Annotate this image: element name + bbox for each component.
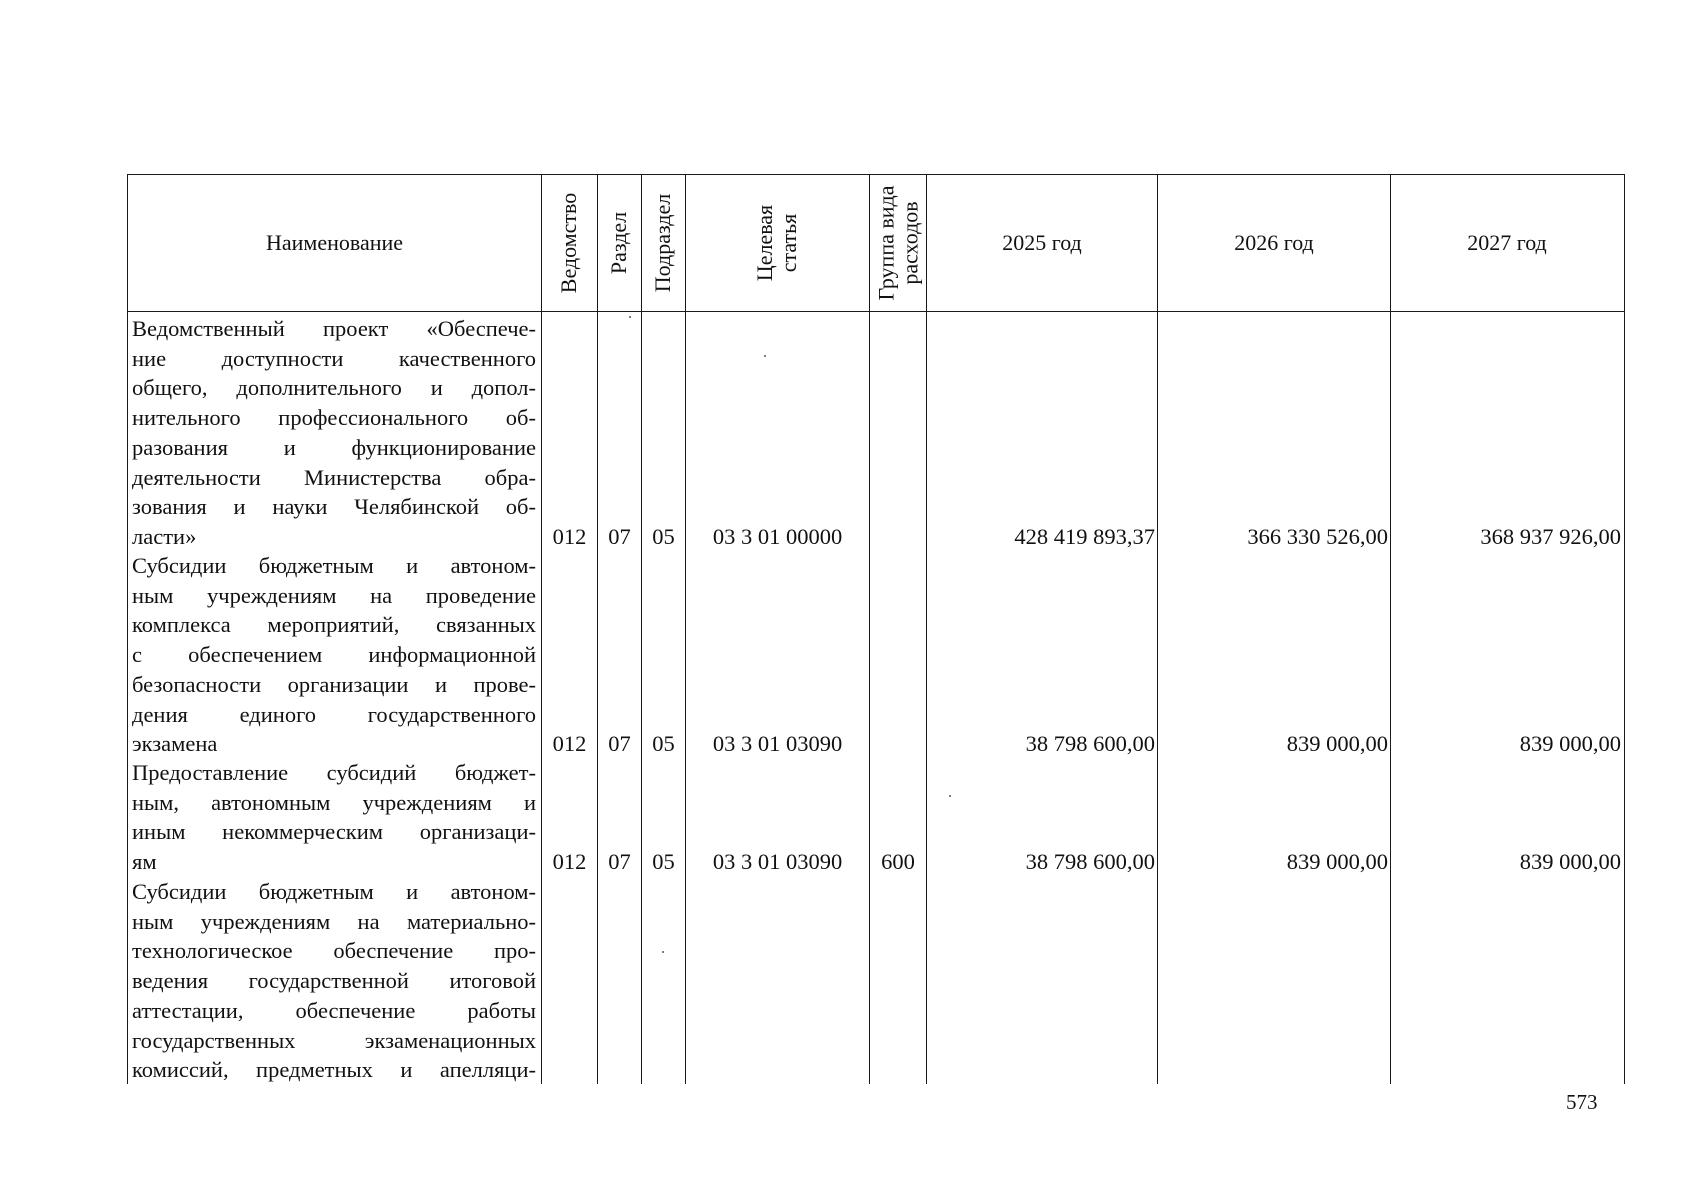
name-line: деятельности Министерства обра- [132, 464, 536, 490]
header-2026 [1158, 176, 1390, 310]
cell-vedomstvo: 012 [552, 849, 587, 874]
header-celevaya-line1: Целевая [752, 204, 778, 282]
header-celevaya-line2: статья [776, 213, 802, 273]
name-line: Предоставление субсидий бюджет- [132, 760, 536, 785]
cell-2026: 366 330 526,00 [1247, 524, 1388, 549]
cell-gruppa: 600 [881, 849, 915, 874]
table-row-name [132, 877, 536, 1085]
header-2026-label: 2026 год [1234, 230, 1314, 255]
column-divider [541, 174, 542, 1084]
cell-2027: 839 000,00 [1519, 731, 1621, 756]
header-separator [127, 311, 1625, 312]
cell-vedomstvo: 012 [552, 524, 587, 549]
cell-vedomstvo: 012 [552, 731, 587, 756]
page-number: 573 [1566, 1090, 1598, 1114]
header-gruppa-label [874, 186, 922, 301]
name-line: с обеспечением информационной [132, 642, 536, 668]
cell-razdel: 07 [608, 849, 631, 874]
table-row-name [132, 551, 536, 759]
cell-podrazdel: 05 [652, 731, 675, 756]
header-name [129, 176, 540, 310]
name-line: Субсидии бюджетным и автоном- [132, 553, 536, 578]
name-line: ние доступности качественного [132, 345, 536, 371]
cell-2025: 38 798 600,00 [1025, 849, 1155, 874]
name-line: комплекса мероприятий, связанных [132, 612, 536, 638]
name-line: Субсидии бюджетным и автоном- [132, 879, 536, 904]
cell-celevaya: 03 3 01 00000 [712, 524, 843, 549]
header-2027 [1391, 176, 1623, 310]
header-name-label: Наименование [265, 230, 404, 255]
name-line: аттестации, обеспечение работы [132, 997, 536, 1023]
header-podrazdel [642, 176, 685, 310]
scan-speck [949, 795, 951, 797]
name-line: ным учреждениям на материально- [132, 908, 536, 934]
name-line: ведения государственной итоговой [132, 968, 536, 994]
header-gruppa-line1: Группа вида [873, 185, 899, 301]
column-divider [1390, 174, 1391, 1084]
name-line: безопасности организации и прове- [132, 671, 536, 697]
table-row-name [132, 758, 536, 877]
name-line: дения единого государственного [132, 701, 536, 727]
name-line: ным, автономным учреждениям и [132, 789, 536, 815]
cell-2027: 839 000,00 [1519, 849, 1621, 874]
header-podrazdel-label: Подраздел [650, 193, 676, 293]
name-line: Ведомственный проект «Обеспече- [132, 316, 536, 341]
name-line: зования и науки Челябинской об- [132, 494, 536, 520]
name-line: ласти» [132, 523, 197, 549]
name-line: государственных экзаменационных [132, 1027, 536, 1053]
column-divider [869, 174, 870, 1084]
name-line: нительного профессионального об- [132, 405, 536, 431]
name-line: ным учреждениям на проведение [132, 582, 536, 608]
column-divider [926, 174, 927, 1084]
column-divider [641, 174, 642, 1084]
cell-podrazdel: 05 [652, 849, 675, 874]
cell-podrazdel: 05 [652, 524, 675, 549]
name-line: разования и функционирование [132, 434, 536, 460]
cell-2026: 839 000,00 [1286, 731, 1388, 756]
header-gruppa-line2: расходов [897, 201, 923, 285]
cell-razdel: 07 [608, 731, 631, 756]
name-line: общего, дополнительного и допол- [132, 375, 536, 401]
name-line: ям [132, 849, 157, 875]
scan-speck [629, 316, 631, 318]
header-razdel [598, 176, 641, 310]
cell-2025: 38 798 600,00 [1025, 731, 1155, 756]
cell-celevaya: 03 3 01 03090 [712, 849, 843, 874]
table-row-name [132, 314, 536, 552]
header-2025-label: 2025 год [1002, 230, 1082, 255]
header-2025 [927, 176, 1157, 310]
scan-speck [764, 355, 766, 357]
column-divider [685, 174, 686, 1084]
header-celevaya-label [753, 205, 801, 281]
header-2027-label: 2027 год [1467, 230, 1547, 255]
cell-2025: 428 419 893,37 [1014, 524, 1155, 549]
header-razdel-label: Раздел [606, 211, 632, 275]
header-vedomstvo-label: Ведомство [556, 192, 582, 294]
header-gruppa [870, 176, 926, 310]
header-celevaya [686, 176, 869, 310]
name-line: комиссий, предметных и апелляци- [132, 1057, 536, 1083]
scan-speck [662, 951, 664, 953]
name-line: иным некоммерческим организаци- [132, 819, 536, 845]
name-line: технологическое обеспечение про- [132, 938, 536, 964]
cell-razdel: 07 [608, 524, 631, 549]
cell-2027: 368 937 926,00 [1480, 524, 1621, 549]
column-divider [1157, 174, 1158, 1084]
cell-celevaya: 03 3 01 03090 [712, 731, 843, 756]
name-line: экзамена [132, 731, 218, 757]
cell-2026: 839 000,00 [1286, 849, 1388, 874]
column-divider [597, 174, 598, 1084]
header-vedomstvo [542, 176, 597, 310]
